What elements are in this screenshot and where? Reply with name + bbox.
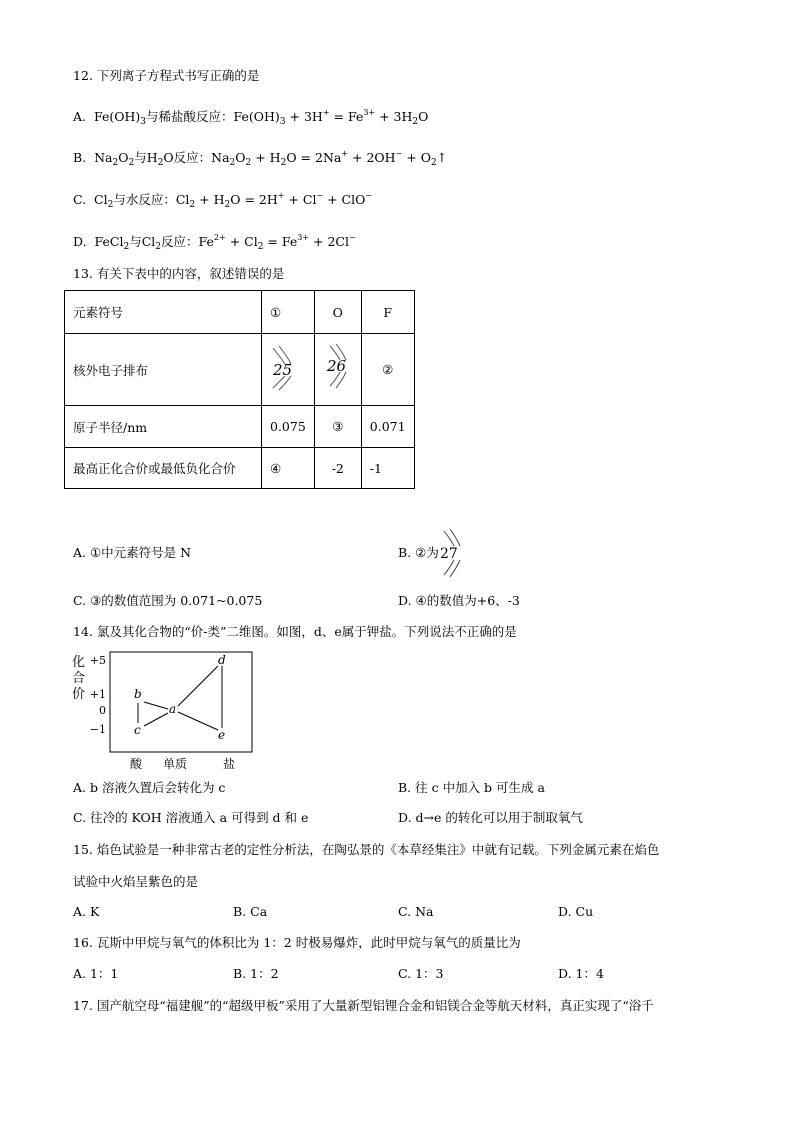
y-tick-label: +5: [89, 654, 106, 667]
table-cell: [262, 334, 315, 406]
table-cell: 0.075: [262, 406, 315, 448]
x-tick-label: 盐: [223, 757, 236, 771]
q12-stem: 12. 下列离子方程式书写正确的是: [73, 68, 260, 83]
table-cell: 原子半径/nm: [65, 406, 262, 448]
point-label: d: [218, 653, 226, 667]
q12-option-b: B. $Na_2O_2$与$H_2O$反应：$Na_2O_2 + H_2O = 2Na^+ + 2OH^-$ + $O_2↑$: [73, 149, 448, 168]
q14-option-a: A. b 溶液久置后会转化为 c: [73, 780, 226, 795]
edge-b-a: [144, 702, 168, 709]
y-axis-label: 价: [72, 687, 86, 702]
edge-a-e: [178, 712, 218, 730]
shell-label: 27: [440, 546, 458, 562]
q14-option-d: D. d→e 的转化可以用于制取氧气: [398, 810, 583, 825]
point-label: e: [218, 728, 226, 742]
y-tick-label: 0: [99, 704, 106, 717]
q12-option-d: D. FeCl$_2$与$Cl_2$反应：$Fe^{2+} + Cl_2 = Fe^{3+} + 2Cl^-$: [73, 233, 356, 252]
q13-option-c: C. ③的数值范围为 0.071~0.075: [73, 593, 263, 608]
edge-c-a: [144, 713, 168, 726]
table-cell: ②: [361, 334, 414, 406]
q12-option-a: A. $Fe(OH)_3$与稀盐酸反应：$Fe(OH)_3 + 3H^+ = Fe^{3+} + 3H_2O$: [73, 108, 429, 127]
shell-label: 26: [326, 357, 346, 375]
q13-option-b: B. ②为 27: [398, 544, 439, 562]
q15-option-d: D. Cu: [558, 904, 594, 919]
q12-option-c: C. $Cl_2$与水反应：$Cl_2 + H_2O = 2H^+ + Cl^- + ClO^-$: [73, 191, 373, 210]
q15-stem-line2: 试验中火焰呈紫色的是: [73, 874, 199, 889]
valence-class-chart: [68, 648, 258, 773]
point-label: c: [134, 723, 141, 737]
table-cell: F: [361, 291, 414, 334]
q16-option-d: D. 1：4: [558, 966, 604, 981]
electron-shell-diagram: [323, 344, 353, 392]
table-cell: 核外电子排布: [65, 334, 262, 406]
table-cell: 最高正化合价或最低负化合价: [65, 448, 262, 489]
q14-option-b: B. 往 c 中加入 b 可生成 a: [398, 780, 545, 795]
edge-a-d: [178, 666, 218, 706]
x-tick-label: 单质: [163, 757, 188, 771]
y-axis-label: 合: [72, 671, 86, 686]
shell-label: 25: [273, 361, 293, 379]
table-cell: [314, 334, 361, 406]
q14-option-c: C. 往冷的 KOH 溶液通入 a 可得到 d 和 e: [73, 810, 309, 825]
y-axis-label: 化: [72, 655, 86, 670]
q15-option-b: B. Ca: [233, 904, 268, 919]
element-table: [64, 290, 415, 489]
q13-option-d: D. ④的数值为+6、-3: [398, 593, 520, 608]
q16-option-c: C. 1：3: [398, 966, 444, 981]
plot-frame: [110, 652, 252, 752]
electron-shell-diagram: [438, 528, 466, 578]
q16-option-a: A. 1：1: [73, 966, 119, 981]
q16-option-b: B. 1：2: [233, 966, 279, 981]
point-label: a: [169, 702, 177, 716]
q17-stem: 17. 国产航空母“福建舰”的“超级甲板”采用了大量新型铝锂合金和铝镁合金等航天材料，真正实现了“浴千: [73, 998, 654, 1013]
y-tick-label: −1: [89, 723, 106, 736]
table-cell: 元素符号: [65, 291, 262, 334]
q15-option-c: C. Na: [398, 904, 434, 919]
q14-stem: 14. 氯及其化合物的“价-类”二维图。如图，d、e属于钾盐。下列说法不正确的是: [73, 624, 517, 639]
q13-option-a: A. ①中元素符号是 N: [73, 545, 192, 560]
point-label: b: [134, 687, 142, 701]
table-cell: O: [314, 291, 361, 334]
y-tick-label: +1: [89, 688, 106, 701]
electron-shell-diagram: [270, 344, 300, 392]
q13-stem: 13. 有关下表中的内容，叙述错误的是: [73, 266, 285, 281]
table-cell: ③: [314, 406, 361, 448]
q16-stem: 16. 瓦斯中甲烷与氧气的体积比为 1：2 时极易爆炸，此时甲烷与氧气的质量比为: [73, 935, 521, 950]
table-cell: 0.071: [361, 406, 414, 448]
x-tick-label: 酸: [130, 757, 143, 771]
table-cell: -2: [314, 448, 361, 489]
q15-option-a: A. K: [73, 904, 100, 919]
q15-stem-line1: 15. 焰色试验是一种非常古老的定性分析法，在陶弘景的《本草经集注》中就有记载。下列金属元素在焰色: [73, 842, 660, 857]
table-cell: ④: [262, 448, 315, 489]
table-cell: ①: [262, 291, 315, 334]
table-cell: -1: [361, 448, 414, 489]
